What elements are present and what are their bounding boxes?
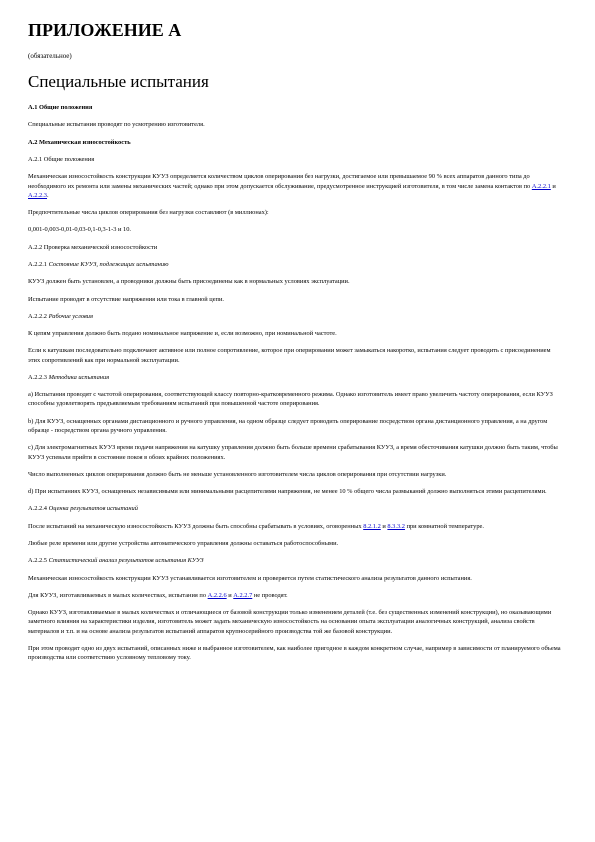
paragraph-with-references	[28, 591, 561, 600]
paragraph-text: .	[47, 191, 49, 199]
clause-reference-link[interactable]: 8.3.3.2	[387, 522, 405, 530]
clause-title: Состояние КУУЗ, подлежащих испытанию	[48, 260, 169, 268]
clause-reference-link[interactable]: А.2.2.1	[531, 182, 551, 190]
appendix-title: ПРИЛОЖЕНИЕ А	[28, 20, 182, 40]
paragraph-text: и	[550, 182, 556, 190]
paragraph-text: при комнатной температуре.	[404, 522, 484, 530]
paragraph: Предпочтительные числа циклов оперирования без нагрузки составляют (в миллионах):	[28, 209, 269, 217]
paragraph: А.2.2 Проверка механической износостойкости	[28, 243, 158, 251]
paragraph: Любые реле времени или другие устройства автоматического управления должны оставаться работоспособными.	[28, 540, 339, 548]
paragraph-text: Для КУУЗ, изготавливаемых в малых количествах, испытания по	[28, 591, 208, 599]
paragraph-text: и	[380, 522, 388, 530]
paragraph-with-references	[28, 172, 561, 200]
clause-heading	[28, 312, 561, 321]
paragraph: К цепям управления должно быть подано номинальное напряжение и, если возможно, при номинальной частоте.	[28, 330, 337, 338]
clause-title: Методика испытания	[48, 373, 110, 381]
clause-number: А.2.2.1	[28, 260, 49, 268]
paragraph: Испытание проводят в отсутствие напряжения или тока в главной цепи.	[28, 295, 224, 303]
paragraph: КУУЗ должен быть установлен, а проводники должны быть присоединены как в нормальных условиях эксплуатации.	[28, 278, 350, 286]
paragraph: Специальные испытания проводят по усмотрению изготовителя.	[28, 121, 205, 129]
paragraph-text: не проводят.	[252, 591, 288, 599]
clause-number: А.2.2.4	[28, 505, 49, 513]
clause-heading	[28, 556, 561, 565]
paragraph: Число выполненных циклов оперирования должно быть не меньше установленного изготовителем числа циклов оперирования при отсутствии нагрузки.	[28, 470, 447, 478]
paragraph: Если к катушкам последовательно подключают активное или полное сопротивление, которое при оперировании может замыкаться накоротко, испытания следует проводить с присоединением этих сопротивлений как при нормальной эксплуатации.	[28, 347, 551, 364]
paragraph-with-references	[28, 522, 561, 531]
paragraph-text: Механическая износостойкость конструкции КУУЗ определяется количеством циклов оперирования без нагрузки, достигаемое или превышаемое 90 % всех аппаратов данного типа до необходимого их ремонта или замены механических частей; однако при этом допускается обслуживание, предусмотренное инструкцией изготовителя, в том числе замена контактов по	[28, 173, 532, 190]
clause-title: Статистический анализ результатов испытания КУУЗ	[48, 557, 204, 565]
clause-title: Оценка результатов испытаний	[48, 505, 138, 513]
document-body	[28, 103, 561, 662]
paragraph-text: После испытаний на механическую износостойкость КУУЗ должны быть способны срабатывать в условиях, оговоренных	[28, 522, 364, 530]
paragraph: Однако КУУЗ, изготавливаемые в малых количествах и отличающиеся от базовой конструкции только изменением деталей (т.е. без существенных изменений конструкции), но оказывающими заметного влияния на характеристики изделия, изготовитель может задать механическую износостойкость на основании опыта эксплуатации аналогичных конструкций, анализа свойств материалов и т.п. и на основе анализа результатов испытаний аппаратов крупносерийного производства той же базовой конструкции.	[28, 609, 552, 635]
subsection-heading: А.1 Общие положения	[28, 104, 93, 112]
paragraph: А.2.1 Общие положения	[28, 155, 95, 163]
clause-reference-link[interactable]: А.2.2.7	[233, 591, 253, 599]
subsection-heading: А.2 Механическая износостойкость	[28, 138, 131, 146]
clause-number: А.2.2.2	[28, 312, 49, 320]
clause-title: Рабочие условия	[48, 312, 93, 320]
paragraph-text: и	[226, 591, 234, 599]
clause-reference-link[interactable]: А.2.2.6	[207, 591, 227, 599]
paragraph: b) Для КУУЗ, оснащенных органами дистанционного и ручного управления, на одном образце следует проводить оперирование посредством органа дистанционного управления, а на другом образце - посредством органа ручного управления.	[28, 417, 548, 435]
clause-number: А.2.2.5	[28, 557, 49, 565]
clause-number: А.2.2.3	[28, 373, 49, 381]
section-heading: Специальные испытания	[28, 71, 209, 91]
paragraph: c) Для электромагнитных КУУЗ время подачи напряжения на катушку управления должно быть больше времени срабатывания КУУЗ, а время обесточивания катушки должно быть таким, чтобы КУУЗ успевали прийти в состояние покоя в обоих крайних положениях.	[28, 444, 558, 461]
clause-reference-link[interactable]: 8.2.1.2	[363, 522, 381, 530]
paragraph: d) При испытаниях КУУЗ, оснащенных независимыми или минимальными расцепителями напряжения, не менее 10 % общего числа размыканий должно выполняться этими расцепителями.	[28, 488, 547, 496]
clause-heading	[28, 504, 561, 513]
paragraph: а) Испытания проводят с частотой оперирования, соответствующей классу повторно-кратковременного режима. Однако изготовитель имеет право увеличить частоту оперирования, если КУУЗ способны удовлетворять предъявляемым требованиям испытаний при повышенной частоте оперирования.	[28, 391, 553, 408]
paragraph: При этом проводят одно из двух испытаний, описанных ниже и выбранное изготовителем, как наиболее пригодное в каждом конкретном случае, например в зависимости от планируемого объема производства или соответствию условному тепловому току.	[28, 644, 561, 662]
clause-heading	[28, 373, 561, 382]
clause-heading	[28, 260, 561, 269]
clause-reference-link[interactable]: А.2.2.3	[28, 191, 47, 199]
paragraph: Механическая износостойкость конструкции КУУЗ устанавливается изготовителем и проверяется путем статистического анализа результатов данного испытания.	[28, 574, 472, 582]
appendix-status: (обязательное)	[28, 51, 72, 60]
paragraph: 0,001-0,003-0,01-0,03-0,1-0,3-1-3 и 10.	[28, 226, 131, 234]
